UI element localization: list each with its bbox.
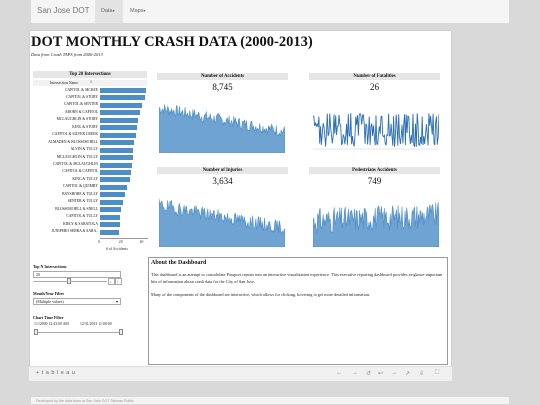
intersection-column-header-row xyxy=(33,80,147,86)
top-n-filter-title: Top N Intersections xyxy=(33,264,67,269)
redo-icon[interactable]: → xyxy=(352,370,358,376)
month-year-select[interactable] xyxy=(33,298,121,305)
top-n-input[interactable]: 20 xyxy=(33,271,121,278)
intersection-bar[interactable] xyxy=(100,95,145,100)
intersection-bar[interactable] xyxy=(100,103,142,108)
dashboard-subtitle: Data from Crash TAPS from 2000-2013 xyxy=(31,52,103,57)
tableau-logo[interactable]: + t a b l e a u xyxy=(36,370,76,376)
about-paragraph-1: This dashboard is an attempt to consolidate Passport reports into an interactive visualization experience. This executive reporting dashboard provides at-glance important bits of information about crash data for the City of San Jose. xyxy=(151,272,443,284)
page-footer: Developed by the data team at San Jose DOT Tableau Public xyxy=(30,396,510,405)
intersection-label: MCLAUGHLIN & TULLY xyxy=(56,154,98,159)
intersection-label: KING & TULLY xyxy=(72,176,98,181)
x-axis-title: # of Accidents xyxy=(106,247,128,251)
nav-maps-dropdown[interactable] xyxy=(127,0,157,23)
intersection-label: CAPITOL & SENTER xyxy=(63,102,98,107)
intersection-bar[interactable] xyxy=(100,207,121,212)
top-n-slider-handle[interactable] xyxy=(67,278,71,284)
fullscreen-icon[interactable]: ⛶ xyxy=(435,370,440,376)
nav-data-label: Data xyxy=(101,8,113,14)
intersection-bar[interactable] xyxy=(100,170,131,175)
intersection-label: SENTER & TULLY xyxy=(67,199,98,204)
pedestrians-title: Pedestrians Accidents xyxy=(309,167,440,174)
month-year-filter-title: Month/Year Filter xyxy=(33,291,65,296)
intersection-label: ALMADEN & BLOSSOM HILL xyxy=(48,139,98,144)
month-year-select-value: (Multiple values) xyxy=(36,299,64,304)
stepper-right-icon[interactable]: › xyxy=(115,278,122,285)
time-range-start-handle[interactable] xyxy=(34,329,38,335)
intersection-bar[interactable] xyxy=(100,222,120,227)
intersection-label: CAPITOL & SILVER CREEK xyxy=(52,132,98,137)
intersection-label: CAPITOL & STORY xyxy=(66,94,98,99)
intersection-label: CAPITOL & CAPITOL xyxy=(62,169,98,174)
intersection-bar[interactable] xyxy=(100,163,132,168)
intersection-bar[interactable] xyxy=(100,185,127,190)
sort-icon[interactable]: ≡ xyxy=(90,79,93,84)
accidents-title: Number of Accidents xyxy=(157,73,288,80)
fatalities-value: 26 xyxy=(370,82,379,92)
accidents-value: 8,745 xyxy=(212,82,233,92)
top-intersections-title: Top 20 Intersections xyxy=(33,71,147,78)
accidents-area-chart[interactable] xyxy=(159,97,285,153)
x-tick-label: 40 xyxy=(139,240,144,244)
time-filter-start: 1/1/2000 12:43:00 AM xyxy=(34,322,69,326)
fatalities-line-chart[interactable] xyxy=(313,97,439,153)
intersection-bar[interactable] xyxy=(100,133,136,138)
about-paragraph-2: Many of the components of the dashboard are interactive, which allows for clicking, hovering to get more detailed information. xyxy=(151,292,371,297)
intersection-bar[interactable] xyxy=(100,177,130,182)
intersection-label: CAPITOL & TULLY xyxy=(66,214,98,219)
fatalities-title: Number of Fatalities xyxy=(309,73,440,80)
undo-icon[interactable]: ← xyxy=(336,370,342,376)
intersection-bar[interactable] xyxy=(100,110,140,115)
about-title: About the Dashboard xyxy=(151,260,207,266)
intersection-label: ABORN & CAPITOL xyxy=(64,109,98,114)
intersection-bar[interactable] xyxy=(100,200,123,205)
nav-data-dropdown[interactable] xyxy=(95,0,123,23)
intersection-column-header: Intersection Name xyxy=(50,81,78,85)
share-icon[interactable]: ↗ xyxy=(405,371,411,377)
nav-maps-label: Maps xyxy=(130,8,144,14)
time-range-end-handle[interactable] xyxy=(119,329,123,335)
about-panel xyxy=(148,257,448,365)
top-navbar xyxy=(30,0,510,24)
time-range-slider-track[interactable] xyxy=(35,332,121,333)
tableau-toolbar xyxy=(29,366,452,381)
intersection-bar[interactable] xyxy=(100,155,133,160)
intersection-bar[interactable] xyxy=(100,230,119,235)
time-filter-end: 12/31/2013 11:00:00 xyxy=(80,322,112,326)
chevron-down-icon: ▾ xyxy=(115,299,118,304)
intersection-label: BAYSHORE & TULLY xyxy=(62,191,98,196)
brand-link[interactable]: San Jose DOT xyxy=(37,6,90,15)
intersection-bar[interactable] xyxy=(100,125,137,130)
intersection-bar[interactable] xyxy=(100,192,125,197)
injuries-title: Number of Injuries xyxy=(157,167,288,174)
x-tick-label: 20 xyxy=(118,240,123,244)
chart-time-filter-title: Chart Time Filter xyxy=(33,315,64,320)
x-tick-label: 0 xyxy=(98,240,100,244)
dashboard-title: DOT MONTHLY CRASH DATA (2000-2013) xyxy=(31,34,313,50)
intersection-label: KING & STORY xyxy=(72,124,98,129)
revert-icon[interactable]: ↺ xyxy=(366,371,372,377)
revert-arrow-icon[interactable]: ↩ xyxy=(378,371,384,377)
intersection-label: CAPITOL & MCLAUGHLIN xyxy=(53,162,98,166)
pedestrians-value: 749 xyxy=(367,176,382,186)
intersection-bar[interactable] xyxy=(100,140,134,145)
dashboard-frame xyxy=(29,30,452,381)
pedestrians-area-chart[interactable] xyxy=(313,189,439,247)
x-axis-line xyxy=(100,238,148,239)
intersection-label: KIELY & SARATOGA xyxy=(63,221,98,226)
forward-icon[interactable]: → xyxy=(391,370,397,376)
intersection-bar[interactable] xyxy=(100,118,138,123)
intersection-label: ALVIN & TULLY xyxy=(70,147,98,152)
caret-down-icon: ▾ xyxy=(112,8,115,13)
intersection-bar[interactable] xyxy=(100,88,146,93)
download-icon[interactable]: ⇩ xyxy=(419,371,425,377)
stepper-left-icon[interactable]: ‹ xyxy=(108,278,115,285)
intersection-bar[interactable] xyxy=(100,148,133,153)
intersection-label: BLOSSOM HILL & SNELL xyxy=(55,206,98,211)
intersection-label: MCLAUGHLIN & STORY xyxy=(56,117,98,122)
injuries-value: 3,634 xyxy=(212,176,233,186)
injuries-area-chart[interactable] xyxy=(159,189,285,247)
caret-down-icon: ▾ xyxy=(143,8,146,13)
intersection-label: CAPITOL & MCKEE xyxy=(65,87,98,92)
intersection-bar[interactable] xyxy=(100,215,120,220)
intersection-label: CAPITOL & QUIMBY xyxy=(62,184,98,189)
intersection-label: JUNIPERO SERRA & SARA.. xyxy=(51,229,98,234)
